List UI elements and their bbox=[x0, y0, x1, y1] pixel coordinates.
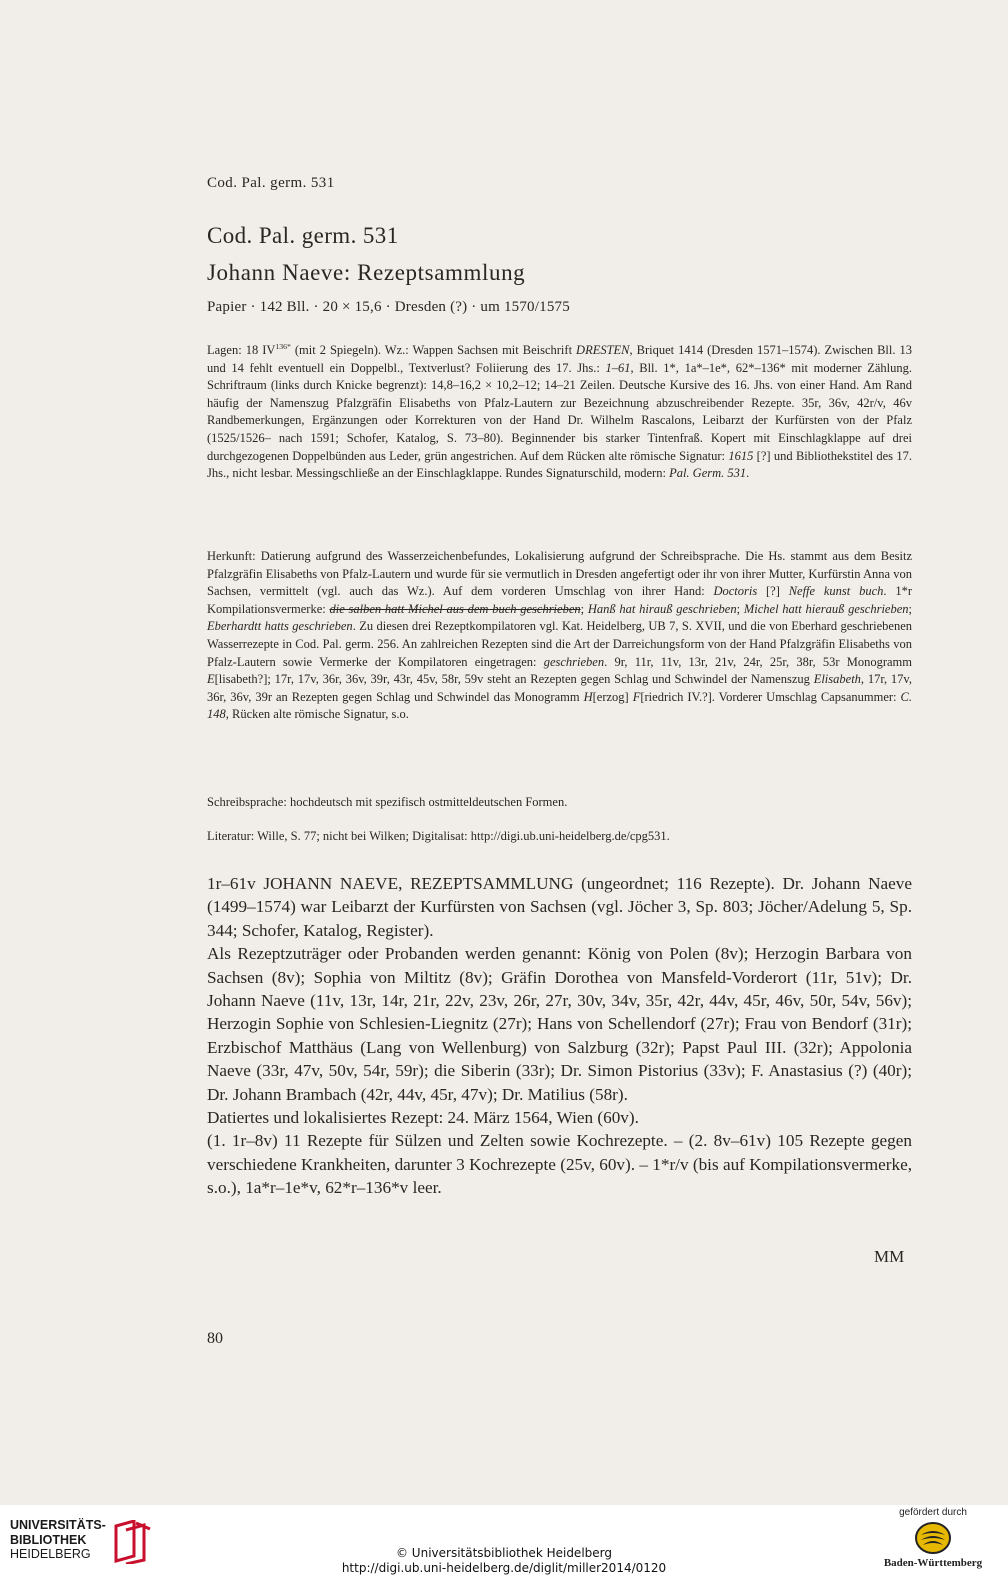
herkunft-italic: Neffe kunst buch bbox=[788, 584, 884, 599]
herkunft-text: [riedrich IV.?]. Vorderer Umschlag Capsanummer: bbox=[640, 689, 901, 704]
contents-paragraph: Datiertes und lokalisiertes Rezept: 24. März 1564, Wien (60v). bbox=[207, 1108, 639, 1128]
herkunft-text: , 17r, 17v, 36r, 36v, 39r an Rezepten gegen Schlag und Schwindel das Monogramm bbox=[207, 672, 912, 704]
author-initials: MM bbox=[874, 1247, 905, 1266]
ub-logo-line: HEIDELBERG bbox=[10, 1547, 91, 1561]
baden-wuerttemberg-crest-icon bbox=[913, 1521, 953, 1555]
literatur-line: Literatur: Wille, S. 77; nicht bei Wilken; Digitalisat: http://digi.ub.uni-heidelberg.de/cpg531. bbox=[207, 829, 670, 843]
struck-compilation-note: die salben hatt Michel aus dem buch geschrieben bbox=[329, 601, 581, 616]
shelfmark-title: Cod. Pal. germ. 531 bbox=[207, 223, 399, 248]
herkunft-text: ; bbox=[736, 601, 744, 616]
lagen-italic: 1615 bbox=[728, 448, 754, 463]
herkunft-text: ; bbox=[580, 601, 588, 616]
herkunft-italic: C. 148 bbox=[207, 689, 912, 722]
lagen-text: [?] und Bibliothekstitel des 17. Jhs., nicht lesbar. Messingschließe an der Einschlagklappe. Rundes Signaturschild, modern: bbox=[207, 448, 913, 481]
funding-state-name: Baden-Württemberg bbox=[883, 1557, 983, 1569]
herkunft-text: . Zu diesen drei Rezeptkompilatoren vgl. Kat. Heidelberg, UB 7, S. XVII, und die von Eberhard geschriebenen Wasserrezepte in Cod. Pal. germ. 256. An zahlreichen Rezepten sind die Art der Darreichungsform von der Hand Pfalzgräfin Elisabeths von Pfalz-Lautern sowie Vermerke der Kompilatoren eingetragen: bbox=[207, 619, 912, 669]
page-number: 80 bbox=[207, 1330, 223, 1347]
lagen-paragraph bbox=[207, 342, 912, 483]
lagen-text: , Bll. 1*, 1a*–1e*, 62*–136* mit moderner Zählung. Schriftraum (links durch Knicke begrenzt): 14,8–16,2 × 10,2–12; 14–21 Zeilen. Deutsche Kursive des 16. Jhs. von einer Hand. Am Rand häufig der Namenszug Pfalzgräfin Elisabeths von Pfalz-Lautern zur Bezeichnung abzuschreibender Rezepte. 35r, 36v, 42r/v, 46v Randbemerkungen, Ergänzungen oder Korrekturen von der Hand Dr. Wilhelm Rascalons, Leibarzt der Kurfürsten von der Pfalz (1525/1526– nach 1591; Schofer, Katalog, S. 73–80). Beginnender bis starker Tintenfraß. Kopert mit Einschlagklappe auf drei durchgezogenen Doppelbünden aus Leder, grün angestrichen. Auf dem Rücken alte römische Signatur: bbox=[207, 360, 912, 463]
work-title: Johann Naeve: Rezeptsammlung bbox=[207, 260, 526, 285]
herkunft-text: ; bbox=[908, 601, 912, 616]
lagen-text: Lagen: 18 IV bbox=[207, 343, 276, 357]
lagen-superscript: 136* bbox=[275, 341, 291, 351]
herkunft-italic: Hanß hat hirauß geschrieben bbox=[587, 601, 737, 616]
herkunft-italic: Eberhardtt hatts geschrieben bbox=[207, 619, 353, 634]
contents-paragraph: 1r–61v JOHANN NAEVE, REZEPTSAMMLUNG (ungeordnet; 116 Rezepte). Dr. Johann Naeve (1499–1574) war Leibarzt der Kurfürsten von Sachsen (vgl. Jöcher 3, Sp. 803; Jöcher/Adelung 5, Sp. 344; Schofer, Katalog, Register). bbox=[207, 874, 912, 940]
contents-paragraph: Als Rezeptzuträger oder Probanden werden genannt: König von Polen (8v); Herzogin Barbara von Sachsen (8v); Sophia von Miltitz (8v); Gräfin Dorothea von Mansfeld-Vorderort (11r, 51v); Dr. Johann Naeve (11v, 13r, 14r, 21r, 22v, 23v, 26r, 27r, 30v, 34v, 35r, 42r, 44v, 45r, 46v, 50r, 54v, 56v); Herzogin Sophie von Schlesien-Liegnitz (27r); Hans von Schellendorf (27r); Frau von Bendorf (31r); Erzbischof Matthäus (Lang von Wellenburg) von Salzburg (32r); Papst Paul III. (32r); Appolonia Naeve (33r, 47v, 50v, 54r, 59r); die Siberin (33r); Dr. Simon Pistorius (33v); F. Anastasius (?) (40r); Dr. Johann Brambach (42r, 44v, 45r, 47v); Dr. Matilius (58r). bbox=[207, 944, 912, 1104]
herkunft-text: [?] bbox=[757, 584, 789, 599]
ub-logo-line: BIBLIOTHEK bbox=[10, 1532, 87, 1547]
footer-bar bbox=[0, 1505, 1008, 1579]
herkunft-italic: Doctoris bbox=[713, 584, 758, 599]
herkunft-text: . 9r, 11r, 11v, 13r, 21v, 24r, 25r, 38r, 53r Monogramm bbox=[604, 654, 912, 669]
herkunft-italic: Elisabeth bbox=[813, 672, 861, 687]
lagen-italic: DRESTEN bbox=[576, 343, 630, 357]
herkunft-text: . 1*r Kompilationsvermerke: bbox=[207, 584, 912, 616]
permalink-url[interactable]: http://digi.ub.uni-heidelberg.de/diglit/miller2014/0120 bbox=[341, 1561, 667, 1575]
lagen-text: , Briquet 1414 (Dresden 1571–1574). Zwischen Bll. 13 und 14 fehlt eventuell ein Doppelbl., Textverlust? Foliierung des 17. Jhs.: bbox=[207, 343, 912, 375]
herkunft-italic: F bbox=[632, 689, 641, 704]
funding-caption: gefördert durch bbox=[899, 1507, 967, 1518]
herkunft-text: Herkunft: Datierung aufgrund des Wasserzeichenbefundes, Lokalisierung aufgrund der Schreibsprache. Die Hs. stammt aus dem Besitz Pfalzgräfin Elisabeths von Pfalz-Lautern und wurde für sie vermutlich in Dresden angefertigt oder ihr von ihrer Mutter, Kurfürstin Anna von Sachsen, vermittelt (vgl. auch das Wz.). Auf dem vorderen Umschlag von ihrer Hand: bbox=[207, 549, 912, 599]
herkunft-italic: H bbox=[583, 689, 593, 704]
herkunft-italic: Michel hatt hierauß geschrieben bbox=[743, 601, 909, 616]
lagen-italic: Pal. Germ. 531 bbox=[669, 466, 747, 481]
herkunft-italic: geschrieben bbox=[543, 654, 605, 669]
copyright-text: © Universitätsbibliothek Heidelberg bbox=[395, 1546, 612, 1560]
physical-description: Papier · 142 Bll. · 20 × 15,6 · Dresden (?) · um 1570/1575 bbox=[207, 299, 570, 315]
contents-section bbox=[207, 872, 912, 1200]
herkunft-italic: E bbox=[207, 672, 215, 687]
herkunft-text: , Rücken alte römische Signatur, s.o. bbox=[225, 707, 409, 722]
herkunft-text: [lisabeth?]; 17r, 17v, 36r, 36v, 39r, 43r, 45v, 58r, 59v steht an Rezepten gegen Schlag und Schwindel der Namenszug bbox=[214, 672, 814, 687]
lagen-italic: 1–61 bbox=[605, 360, 631, 375]
contents-paragraph: (1. 1r–8v) 11 Rezepte für Sülzen und Zelten sowie Kochrezepte. – (2. 8v–61v) 105 Rezepte gegen verschiedene Krankheiten, darunter 3 Kochrezepte (25v, 60v). – 1*r/v (bis auf Kompilationsvermerke, s.o.), 1a*r–1e*v, 62*r–136*v leer. bbox=[207, 1131, 912, 1198]
copyright-notice bbox=[0, 1546, 1008, 1576]
lagen-text: (mit 2 Spiegeln). Wz.: Wappen Sachsen mit Beischrift bbox=[290, 343, 577, 357]
herkunft-paragraph bbox=[207, 548, 912, 724]
lagen-text: . bbox=[746, 466, 750, 481]
ub-logo-line: UNIVERSITÄTS- bbox=[10, 1518, 106, 1532]
running-head: Cod. Pal. germ. 531 bbox=[207, 175, 335, 191]
herkunft-text: [erzog] bbox=[592, 689, 633, 704]
schreibsprache-line: Schreibsprache: hochdeutsch mit spezifisch ostmitteldeutschen Formen. bbox=[207, 795, 568, 809]
funding-logo bbox=[878, 1507, 988, 1569]
